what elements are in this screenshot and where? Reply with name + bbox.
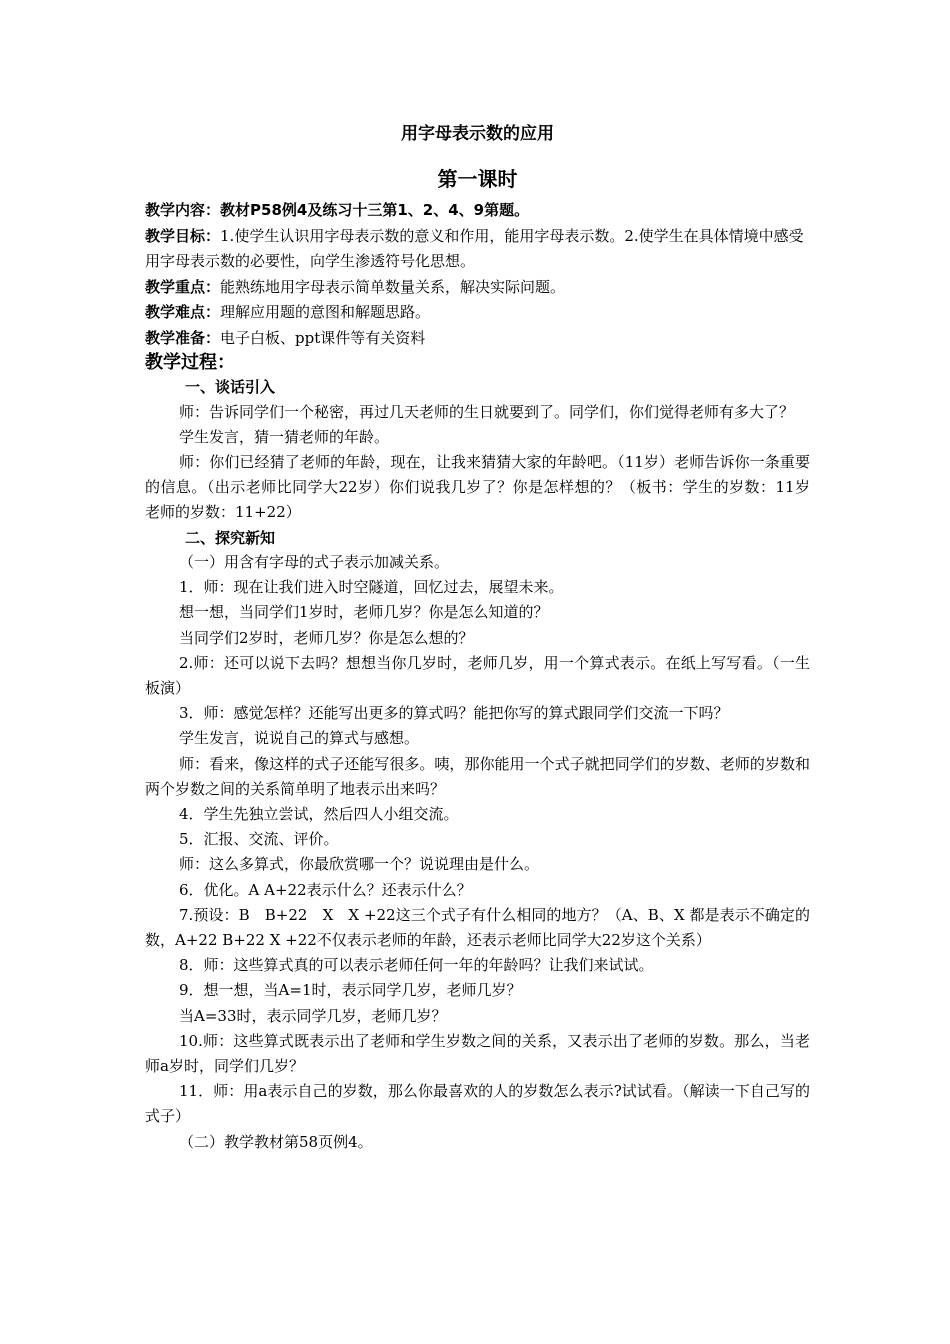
meta-value: 能熟练地用字母表示简单数量关系，解决实际问题。	[220, 277, 566, 296]
paragraph: （一）用含有字母的式子表示加减关系。	[179, 553, 450, 572]
paragraph: 师：看来，像这样的式子还能写很多。咦，那你能用一个式子就把同学们的岁数、老师的岁数和两个岁数之间的关系简单明了地表示出来吗？	[145, 754, 810, 798]
paragraph: 当同学们2岁时，老师几岁？你是怎么想的？	[179, 628, 474, 647]
meta-teaching-prep	[145, 326, 810, 352]
meta-teaching-focus	[145, 275, 810, 301]
meta-teaching-difficulty	[145, 300, 810, 326]
meta-teaching-content	[145, 198, 810, 224]
meta-label: 教学重点：	[145, 277, 221, 296]
paragraph: 学生发言，说说自己的算式与感想。	[179, 729, 420, 748]
paragraph: 9．想一想，当A=1时，表示同学几岁，老师几岁？	[179, 981, 522, 1000]
meta-value: 1.使学生认识用字母表示数的意义和作用，能用字母表示数。2.使学生在具体情境中感受用字母表示数的必要性，向学生渗透符号化思想。	[145, 226, 804, 270]
paragraph: 想一想，当同学们1岁时，老师几岁？你是怎么知道的？	[179, 603, 549, 622]
paragraph: 5．汇报、交流、评价。	[179, 830, 339, 849]
paragraph: 2.师：还可以说下去吗？想想当你几岁时，老师几岁，用一个算式表示。在纸上写写看。（一生板演）	[145, 653, 810, 698]
paragraph: 8．师：这些算式真的可以表示老师任何一年的年龄吗？让我们来试试。	[179, 956, 654, 975]
meta-label: 教学难点：	[145, 303, 221, 321]
meta-teaching-goal	[145, 224, 810, 275]
paragraph: 10.师：这些算式既表示出了老师和学生岁数之间的关系，又表示出了老师的岁数。那么，当老师a岁时，同学们几岁？	[145, 1031, 810, 1076]
paragraph: 1．师：现在让我们进入时空隧道，回忆过去，展望未来。	[179, 578, 564, 597]
meta-label: 教学内容：	[145, 201, 221, 219]
paragraph: 11．师：用a表示自己的岁数，那么你最喜欢的人的岁数怎么表示?试试看。（解读一下自己写的式子）	[145, 1082, 810, 1126]
paragraph: 7.预设：B B+22 X X +22这三个式子有什么相同的地方？（A、B、X 都是表示不确定的数，A+22 B+22 X +22不仅表示老师的年龄，还表示老师比同学大22岁这个关系）	[145, 905, 810, 950]
section-heading-intro: 一、谈话引入	[185, 378, 276, 396]
paragraph: 学生发言，猜一猜老师的年龄。	[179, 427, 390, 446]
paragraph: 师：告诉同学们一个秘密，再过几天老师的生日就要到了。同学们，你们觉得老师有多大了？	[179, 402, 795, 421]
meta-value: 教材P58例4及练习十三第1、2、4、9第题。	[220, 201, 530, 219]
section-heading-explore: 二、探究新知	[185, 528, 276, 547]
document-title: 用字母表示数的应用	[401, 124, 554, 144]
paragraph: 当A=33时，表示同学几岁，老师几岁？	[179, 1006, 447, 1025]
document-body	[145, 122, 826, 1155]
process-heading: 教学过程：	[145, 352, 235, 373]
meta-value: 理解应用题的意图和解题思路。	[220, 303, 431, 321]
paragraph: 师：你们已经猜了老师的年龄，现在，让我来猜猜大家的年龄吧。（11岁）老师告诉你一条重要的信息。（出示老师比同学大22岁）你们说我几岁了？你是怎样想的？（板书：学生的岁数：11岁 老师的岁数：11+22）	[145, 452, 826, 522]
paragraph: 师：这么多算式，你最欣赏哪一个？说说理由是什么。	[179, 855, 540, 874]
meta-label: 教学准备：	[145, 328, 221, 347]
document-subtitle: 第一课时	[437, 167, 518, 191]
paragraph: （二）教学教材第58页例4。	[179, 1132, 373, 1151]
paragraph: 4．学生先独立尝试，然后四人小组交流。	[179, 805, 459, 824]
meta-label: 教学目标：	[145, 226, 221, 245]
paragraph: 6．优化。A A+22表示什么？还表示什么？	[179, 880, 472, 899]
paragraph: 3．师：感觉怎样？还能写出更多的算式吗？能把你写的算式跟同学们交流一下吗？	[179, 704, 729, 723]
meta-value: 电子白板、ppt课件等有关资料	[220, 328, 426, 347]
